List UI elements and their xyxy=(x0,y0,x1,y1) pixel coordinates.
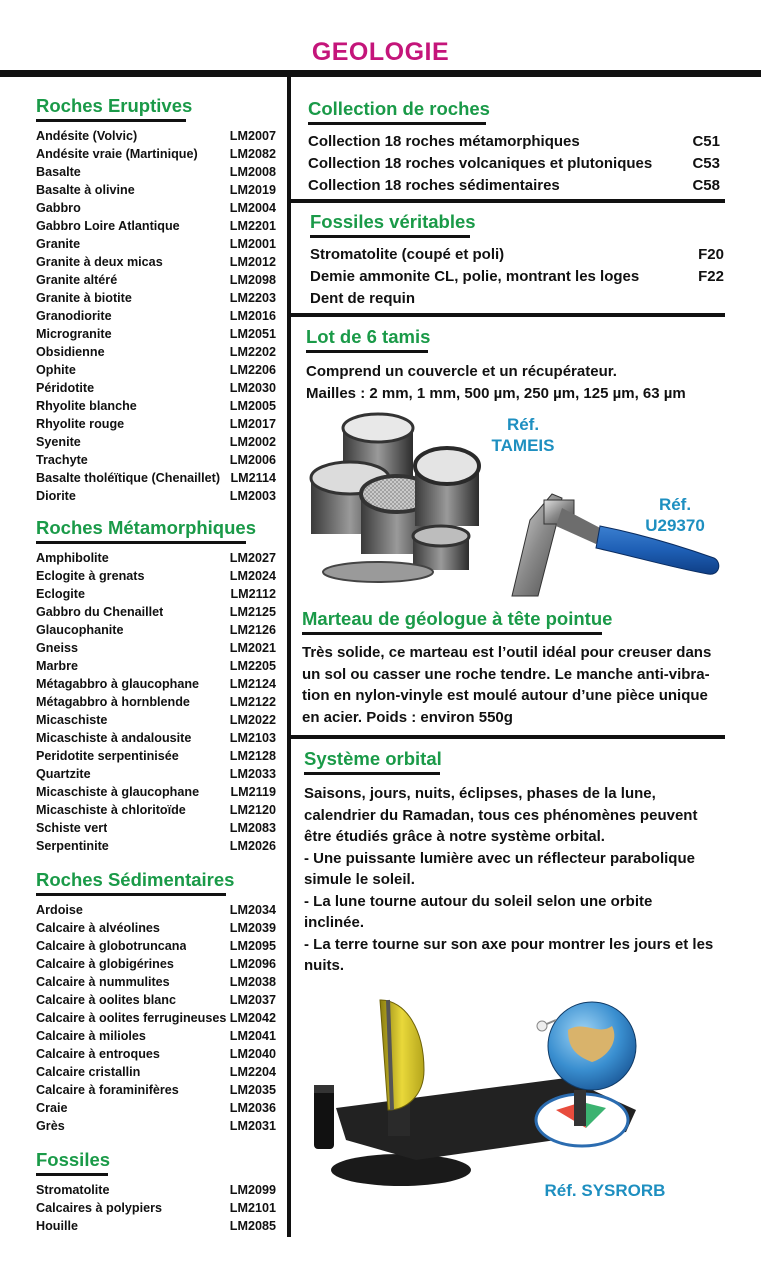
item-name: Calcaire à alvéolines xyxy=(36,921,160,935)
list-item xyxy=(308,131,720,153)
list-item xyxy=(36,837,276,855)
list-item xyxy=(36,955,276,973)
section-title: Roches Sédimentaires xyxy=(36,869,235,890)
list-item xyxy=(36,361,276,379)
list-item xyxy=(36,585,276,603)
item-name: Basalte xyxy=(36,165,81,179)
item-name: Rhyolite rouge xyxy=(36,417,125,431)
section-underline xyxy=(310,235,470,238)
item-ref: LM2205 xyxy=(229,659,276,673)
section-title: Fossiles véritables xyxy=(310,211,476,232)
item-name: Grès xyxy=(36,1119,65,1133)
text-line: nuits. xyxy=(304,957,344,974)
text-line: un sol ou casser une roche tendre. Le manche anti-vibra- xyxy=(302,665,710,683)
list-item xyxy=(36,711,276,729)
section-rule xyxy=(291,313,725,317)
item-ref: LM2204 xyxy=(229,1065,276,1079)
list-item xyxy=(36,199,276,217)
list-item xyxy=(36,217,276,235)
section-title: Roches Métamorphiques xyxy=(36,517,256,538)
list-item xyxy=(36,1045,276,1063)
item-name: Craie xyxy=(36,1101,68,1115)
item-ref: LM2125 xyxy=(229,605,276,619)
item-name: Amphibolite xyxy=(36,551,109,565)
list-item xyxy=(310,266,724,288)
collection-list xyxy=(308,131,720,197)
item-ref: LM2128 xyxy=(229,749,276,763)
item-ref: LM2040 xyxy=(229,1047,276,1061)
item-name: Micaschiste à chloritoïde xyxy=(36,803,186,817)
item-name: Marbre xyxy=(36,659,78,673)
marteau-ref xyxy=(630,494,720,536)
list-item xyxy=(36,469,276,487)
list-item xyxy=(36,765,276,783)
list-item xyxy=(36,621,276,639)
section-underline xyxy=(306,350,428,353)
rock-list xyxy=(36,549,276,855)
list-item xyxy=(36,747,276,765)
item-name: Péridotite xyxy=(36,381,95,395)
text-line: en acier. Poids : environ 550g xyxy=(302,708,513,726)
section-marteau xyxy=(302,608,726,728)
list-item xyxy=(36,379,276,397)
section-fossiles xyxy=(36,1149,276,1235)
item-name: Gabbro xyxy=(36,201,81,215)
item-ref: C51 xyxy=(692,133,720,150)
section-title: Système orbital xyxy=(304,748,442,769)
item-name: Collection 18 roches sédimentaires xyxy=(308,177,560,194)
list-item xyxy=(36,567,276,585)
ref-label: Réf. xyxy=(506,415,540,434)
item-ref: LM2114 xyxy=(230,471,276,485)
item-name: Granite xyxy=(36,237,81,251)
item-ref: LM2033 xyxy=(229,767,276,781)
list-item xyxy=(36,919,276,937)
item-name: Granite altéré xyxy=(36,273,118,287)
item-ref: LM2024 xyxy=(229,569,276,583)
item-ref: LM2095 xyxy=(229,939,276,953)
text-line: - La lune tourne autour du soleil selon une orbite xyxy=(304,892,653,910)
item-name: Diorite xyxy=(36,489,76,503)
list-item xyxy=(36,181,276,199)
text-line: - La terre tourne sur son axe pour montrer les jours et les xyxy=(304,935,714,953)
item-name: Basalte tholéïtique (Chenaillet) xyxy=(36,471,221,485)
item-ref: LM2101 xyxy=(229,1201,276,1215)
list-item xyxy=(36,1027,276,1045)
item-ref: C53 xyxy=(692,155,720,172)
list-item xyxy=(36,639,276,657)
section-underline xyxy=(308,122,486,125)
item-ref: LM2007 xyxy=(229,129,276,143)
item-name: Granite à deux micas xyxy=(36,255,163,269)
text-line: Mailles : 2 mm, 1 mm, 500 µm, 250 µm, 125 µm, 63 µm xyxy=(306,384,686,402)
list-item xyxy=(36,1081,276,1099)
item-name: Glaucophanite xyxy=(36,623,124,637)
item-name: Dent de requin xyxy=(310,290,416,307)
list-item xyxy=(36,397,276,415)
list-item xyxy=(36,675,276,693)
item-ref: LM2124 xyxy=(229,677,276,691)
item-name: Collection 18 roches volcaniques et plutoniques xyxy=(308,155,653,172)
item-name: Calcaire cristallin xyxy=(36,1065,141,1079)
item-name: Serpentinite xyxy=(36,839,109,853)
section-underline xyxy=(36,893,226,896)
item-name: Métagabbro à glaucophane xyxy=(36,677,200,691)
item-ref: LM2004 xyxy=(229,201,276,215)
item-name: Peridotite serpentinisée xyxy=(36,749,179,763)
item-name: Andésite (Volvic) xyxy=(36,129,138,143)
item-ref: LM2030 xyxy=(229,381,276,395)
item-name: Eclogite à grenats xyxy=(36,569,145,583)
item-ref: LM2051 xyxy=(229,327,276,341)
list-item xyxy=(36,1117,276,1135)
list-item xyxy=(36,487,276,505)
item-ref: LM2120 xyxy=(229,803,276,817)
list-item xyxy=(36,657,276,675)
list-item xyxy=(36,253,276,271)
list-item xyxy=(36,451,276,469)
section-fossiles-veritables xyxy=(310,211,724,310)
tamis-ref xyxy=(478,414,568,456)
section-underline xyxy=(36,1173,108,1176)
rock-list xyxy=(36,901,276,1135)
item-name: Eclogite xyxy=(36,587,85,601)
section-title: Fossiles xyxy=(36,1149,111,1170)
text-line: inclinée. xyxy=(304,914,365,931)
text-line: Saisons, jours, nuits, éclipses, phases de la lune, xyxy=(304,785,656,802)
list-item xyxy=(36,1217,276,1235)
text-line: - Une puissante lumière avec un réflecteur parabolique xyxy=(304,849,695,867)
section-underline xyxy=(304,772,440,775)
item-name: Stromatolite xyxy=(36,1183,110,1197)
item-ref: LM2099 xyxy=(229,1183,276,1197)
item-name: Stromatolite (coupé et poli) xyxy=(310,246,505,263)
section-rule xyxy=(291,735,725,739)
column-divider xyxy=(287,77,291,1237)
item-name: Calcaire à globigérines xyxy=(36,957,174,971)
list-item xyxy=(36,973,276,991)
item-ref: LM2036 xyxy=(229,1101,276,1115)
top-rule xyxy=(0,70,761,77)
list-item xyxy=(36,1181,276,1199)
item-ref: LM2027 xyxy=(229,551,276,565)
text-line: Comprend un couvercle et un récupérateur. xyxy=(306,363,617,380)
item-ref: LM2206 xyxy=(229,363,276,377)
marteau-description xyxy=(302,642,726,728)
page-title: GEOLOGIE xyxy=(311,38,450,66)
item-ref: LM2037 xyxy=(229,993,276,1007)
item-name: Calcaire à entroques xyxy=(36,1047,160,1061)
section-underline xyxy=(302,632,602,635)
list-item xyxy=(310,244,724,266)
fossil-list xyxy=(310,244,724,310)
list-item xyxy=(36,991,276,1009)
item-ref: LM2203 xyxy=(229,291,276,305)
list-item xyxy=(36,901,276,919)
item-ref: LM2012 xyxy=(229,255,276,269)
item-ref: LM2035 xyxy=(229,1083,276,1097)
item-ref: LM2085 xyxy=(229,1219,276,1233)
item-name: Calcaire à oolites blanc xyxy=(36,993,176,1007)
item-name: Andésite vraie (Martinique) xyxy=(36,147,198,161)
text-line: être étudiés grâce à notre système orbital. xyxy=(304,828,605,845)
item-ref: LM2022 xyxy=(229,713,276,727)
item-name: Calcaire à foraminifères xyxy=(36,1083,179,1097)
section-title: Lot de 6 tamis xyxy=(306,326,431,347)
item-ref: LM2119 xyxy=(230,785,276,799)
item-name: Micaschiste à glaucophane xyxy=(36,785,200,799)
item-ref: LM2126 xyxy=(229,623,276,637)
item-ref: LM2017 xyxy=(229,417,276,431)
item-ref: LM2034 xyxy=(229,903,276,917)
list-item xyxy=(36,1009,276,1027)
list-item xyxy=(36,801,276,819)
item-ref: LM2202 xyxy=(229,345,276,359)
list-item xyxy=(36,307,276,325)
item-ref: LM2005 xyxy=(229,399,276,413)
left-column xyxy=(36,95,276,1243)
section-eruptives xyxy=(36,95,276,505)
section-metamorphiques xyxy=(36,517,276,855)
item-ref: LM2096 xyxy=(229,957,276,971)
item-name: Gneiss xyxy=(36,641,78,655)
section-title: Roches Eruptives xyxy=(36,95,193,116)
section-underline xyxy=(36,119,186,122)
sieves-image xyxy=(303,408,498,586)
item-ref: LM2021 xyxy=(229,641,276,655)
list-item xyxy=(36,271,276,289)
list-item xyxy=(36,1099,276,1117)
item-ref: LM2002 xyxy=(229,435,276,449)
list-item xyxy=(36,415,276,433)
item-ref: LM2083 xyxy=(229,821,276,835)
item-ref: LM2112 xyxy=(230,587,276,601)
item-ref: LM2019 xyxy=(229,183,276,197)
item-name: Calcaire à globotruncana xyxy=(36,939,187,953)
item-name: Calcaire à oolites ferrugineuses xyxy=(36,1011,227,1025)
item-ref: LM2006 xyxy=(229,453,276,467)
item-name: Demie ammonite CL, polie, montrant les loges xyxy=(310,268,640,285)
list-item xyxy=(36,549,276,567)
text-line: simule le soleil. xyxy=(304,871,415,888)
item-name: Houille xyxy=(36,1219,78,1233)
rock-list xyxy=(36,1181,276,1235)
item-name: Ophite xyxy=(36,363,76,377)
list-item xyxy=(310,288,724,310)
item-ref: LM2042 xyxy=(229,1011,276,1025)
list-item xyxy=(36,729,276,747)
item-name: Collection 18 roches métamorphiques xyxy=(308,133,580,150)
tamis-description xyxy=(306,361,726,404)
list-item xyxy=(36,693,276,711)
item-ref: LM2039 xyxy=(229,921,276,935)
section-orbital xyxy=(304,748,726,977)
item-ref: LM2098 xyxy=(229,273,276,287)
list-item xyxy=(36,325,276,343)
list-item xyxy=(36,235,276,253)
item-ref: LM2041 xyxy=(229,1029,276,1043)
section-title: Collection de roches xyxy=(308,98,490,119)
item-ref: LM2201 xyxy=(229,219,276,233)
item-name: Gabbro du Chenaillet xyxy=(36,605,164,619)
list-item xyxy=(36,1063,276,1081)
ref-code: U29370 xyxy=(645,516,705,535)
item-name: Gabbro Loire Atlantique xyxy=(36,219,180,233)
item-ref: LM2038 xyxy=(229,975,276,989)
orbital-description xyxy=(304,783,726,977)
item-name: Granite à biotite xyxy=(36,291,132,305)
item-ref: LM2031 xyxy=(229,1119,276,1133)
item-name: Obsidienne xyxy=(36,345,105,359)
list-item xyxy=(36,937,276,955)
item-name: Micaschiste à andalousite xyxy=(36,731,192,745)
section-rule xyxy=(291,199,725,203)
rock-list xyxy=(36,127,276,505)
item-name: Micaschiste xyxy=(36,713,108,727)
list-item xyxy=(36,145,276,163)
item-name: Calcaire à nummulites xyxy=(36,975,170,989)
item-name: Trachyte xyxy=(36,453,88,467)
list-item xyxy=(36,289,276,307)
item-ref: LM2122 xyxy=(229,695,276,709)
item-name: Microgranite xyxy=(36,327,112,341)
list-item xyxy=(36,819,276,837)
item-ref: F22 xyxy=(698,268,724,285)
list-item xyxy=(36,603,276,621)
section-collection xyxy=(308,98,720,197)
item-ref: LM2082 xyxy=(229,147,276,161)
ref-label: Réf. xyxy=(658,495,692,514)
item-ref: LM2103 xyxy=(229,731,276,745)
item-ref: LM2008 xyxy=(229,165,276,179)
list-item xyxy=(308,153,720,175)
section-sedimentaires xyxy=(36,869,276,1135)
section-underline xyxy=(36,541,246,544)
item-ref: LM2016 xyxy=(229,309,276,323)
text-line: calendrier du Ramadan, tous ces phénomènes peuvent xyxy=(304,806,698,824)
item-name: Syenite xyxy=(36,435,81,449)
item-ref: LM2003 xyxy=(229,489,276,503)
list-item xyxy=(308,175,720,197)
text-line: tion en nylon-vinyle est moulé autour d’une pièce unique xyxy=(302,687,708,704)
list-item xyxy=(36,433,276,451)
list-item xyxy=(36,343,276,361)
item-ref: LM2001 xyxy=(229,237,276,251)
item-ref: C58 xyxy=(692,177,720,194)
item-name: Granodiorite xyxy=(36,309,112,323)
item-name: Basalte à olivine xyxy=(36,183,135,197)
section-tamis xyxy=(306,326,726,404)
list-item xyxy=(36,1199,276,1217)
section-title: Marteau de géologue à tête pointue xyxy=(302,608,613,629)
item-ref: LM2026 xyxy=(229,839,276,853)
text-line: Très solide, ce marteau est l’outil idéal pour creuser dans xyxy=(302,644,712,661)
item-ref: F20 xyxy=(698,246,724,263)
list-item xyxy=(36,163,276,181)
list-item xyxy=(36,127,276,145)
orbital-system-image xyxy=(306,990,646,1200)
ref-code: TAMEIS xyxy=(491,436,555,455)
item-name: Rhyolite blanche xyxy=(36,399,137,413)
item-name: Schiste vert xyxy=(36,821,108,835)
orbital-ref: Réf. SYSRORB xyxy=(544,1181,666,1200)
item-name: Calcaires à polypiers xyxy=(36,1201,163,1215)
list-item xyxy=(36,783,276,801)
item-name: Ardoise xyxy=(36,903,83,917)
item-name: Quartzite xyxy=(36,767,91,781)
item-name: Calcaire à milioles xyxy=(36,1029,146,1043)
item-name: Métagabbro à hornblende xyxy=(36,695,190,709)
